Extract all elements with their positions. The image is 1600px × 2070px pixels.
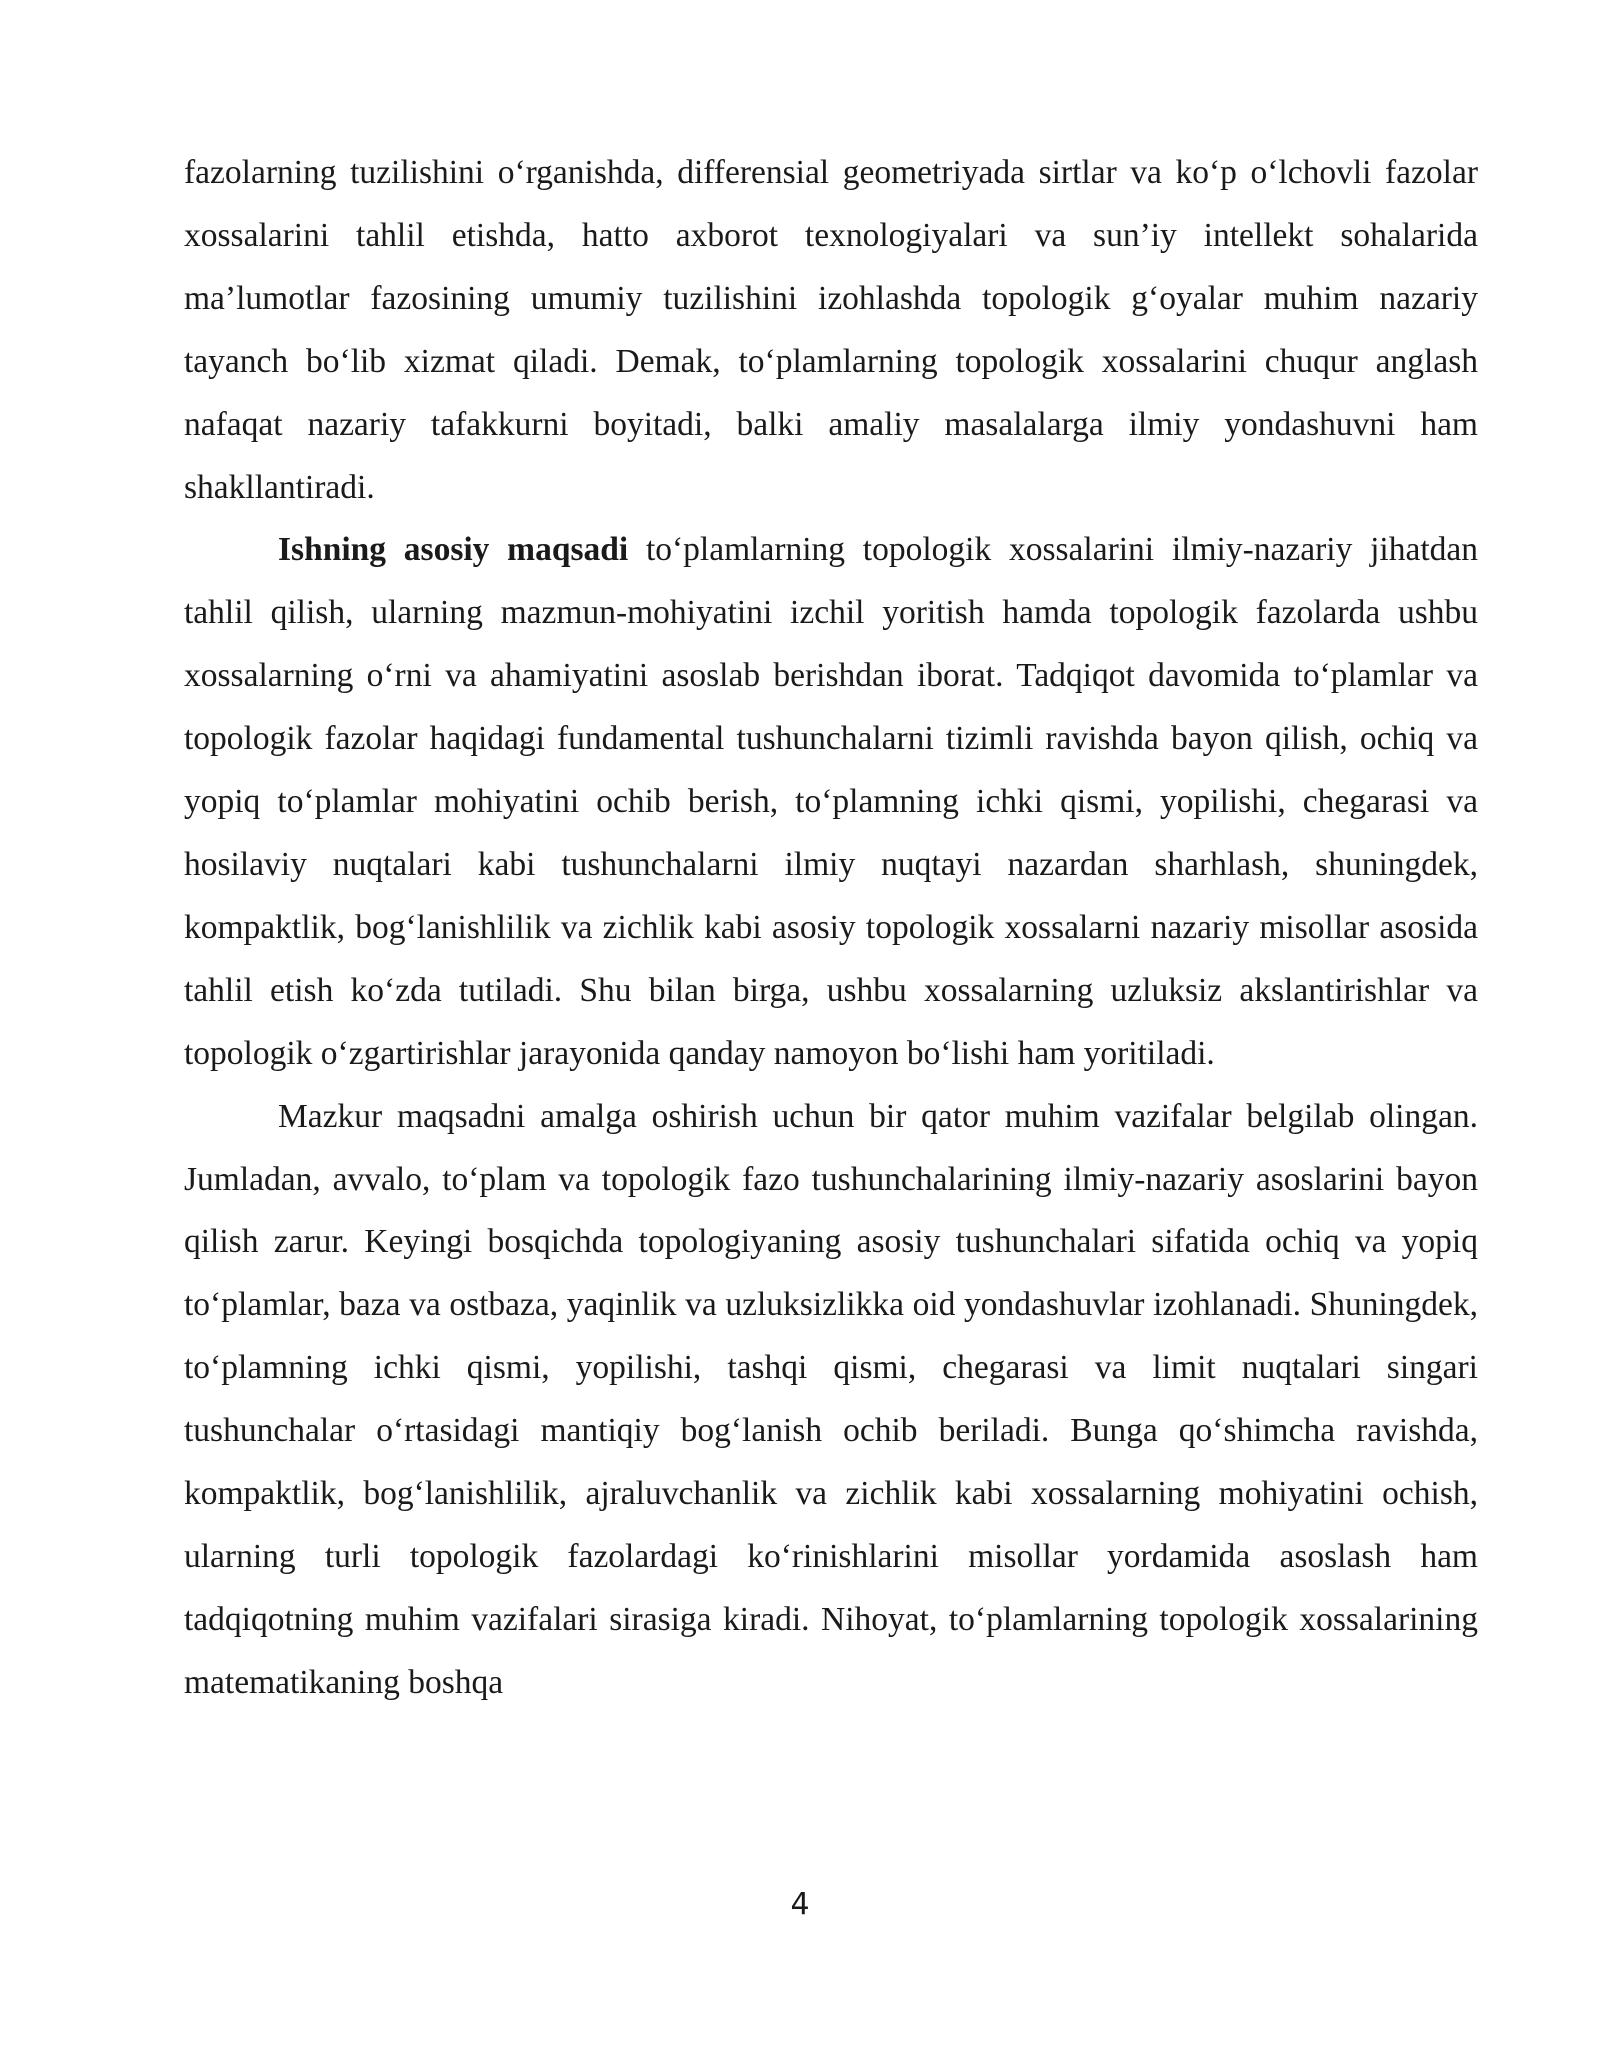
paragraph-2 <box>184 519 1478 1085</box>
paragraph-3: Mazkur maqsadni amalga oshirish uchun bir qator muhim vazifalar belgilab olingan. Jumladan, avvalo, to‘plam va topologik fazo tushunchalarining ilmiy-nazariy asoslarini bayon qilish zarur. Keyingi bosqichda topologiyaning asosiy tushunchalari sifatida ochiq va yopiq to‘plamlar, baza va ostbaza, yaqinlik va uzluksizlikka oid yondashuvlar izohlanadi. Shuningdek, to‘plamning ichki qismi, yopilishi, tashqi qismi, chegarasi va limit nuqtalari singari tushunchalar o‘rtasidagi mantiqiy bog‘lanish ochib beriladi. Bunga qo‘shimcha ravishda, kompaktlik, bog‘lanishlilik, ajraluvchanlik va zichlik kabi xossalarning mohiyatini ochish, ularning turli topologik fazolardagi ko‘rinishlarini misollar yordamida asoslash ham tadqiqotning muhim vazifalari sirasiga kiradi. Nihoyat, to‘plamlarning topologik xossalarining matematikaning boshqa <box>184 1097 1478 1701</box>
paragraph-2-body: to‘plamlarning topologik xossalarini ilmiy-nazariy jihatdan tahlil qilish, ularning mazmun-mohiyatini izchil yoritish hamda topologik fazolarda ushbu xossalarning o‘rni va ahamiyatini asoslab berishdan iborat. Tadqiqot davomida to‘plamlar va topologik fazolar haqidagi fundamental tushunchalarni tizimli ravishda bayon qilish, ochiq va yopiq to‘plamlar mohiyatini ochib berish, to‘plamning ichki qismi, yopilishi, chegarasi va hosilaviy nuqtalari kabi tushunchalarni ilmiy nuqtayi nazardan sharhlash, shuningdek, kompaktlik, bog‘lanishlilik va zichlik kabi asosiy topologik xossalarni nazariy misollar asosida tahlil etish ko‘zda tutiladi. Shu bilan birga, ushbu xossalarning uzluksiz akslantirishlar va topologik o‘zgartirishlar jarayonida qanday namoyon bo‘lishi ham yoritiladi. <box>184 531 1478 1072</box>
page-number: 4 <box>790 1887 810 1922</box>
body-text <box>184 142 1478 1715</box>
paragraph-2-lead: Ishning asosiy maqsadi <box>278 531 629 569</box>
paragraph-1: fazolarning tuzilishini o‘rganishda, differensial geometriyada sirtlar va ko‘p o‘lchovli fazolar xossalarini tahlil etishda, hatto axborot texnologiyalari va sun’iy intellekt sohalarida ma’lumotlar fazosining umumiy tuzilishini izohlashda topologik g‘oyalar muhim nazariy tayanch bo‘lib xizmat qiladi. Demak, to‘plamlarning topologik xossalarini chuqur anglash nafaqat nazariy tafakkurni boyitadi, balki amaliy masalalarga ilmiy yondashuvni ham shakllantiradi. <box>184 154 1478 506</box>
